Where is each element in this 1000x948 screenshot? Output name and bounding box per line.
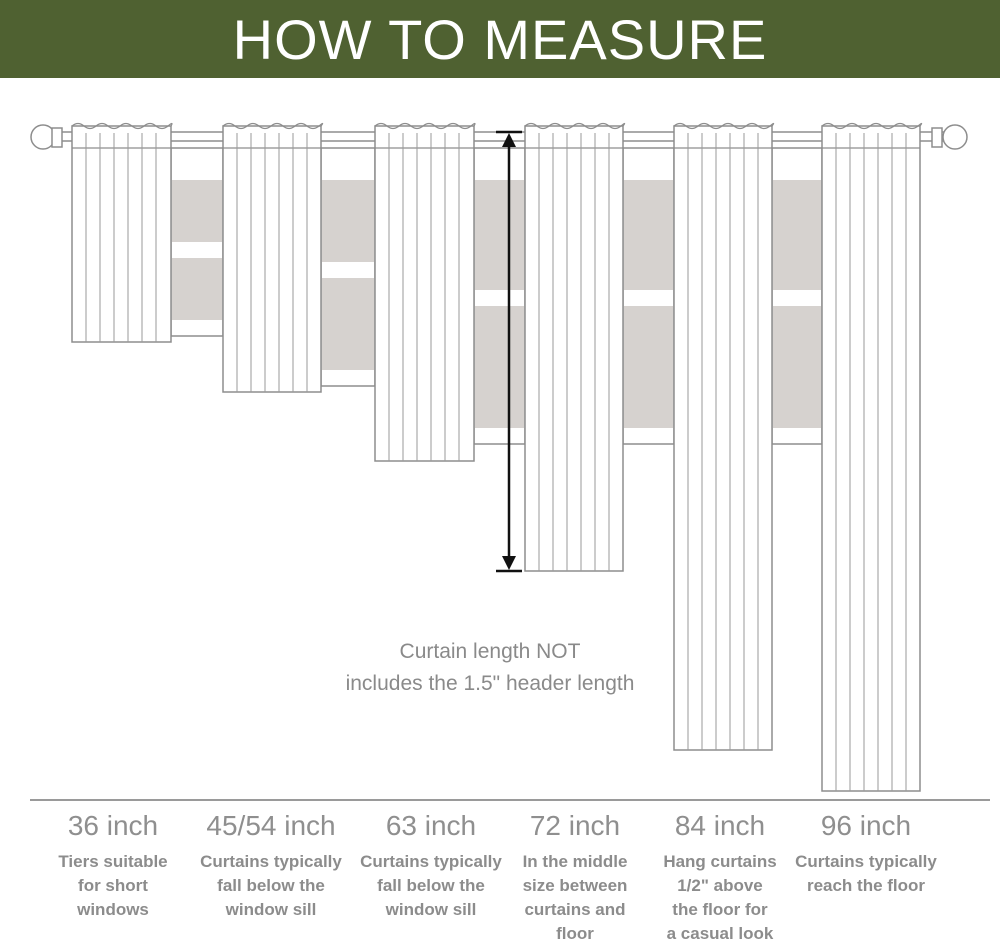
note-line-2: includes the 1.5" header length (345, 672, 635, 695)
desc-line: reach the floor (806, 876, 926, 895)
desc-line: window sill (385, 900, 477, 919)
desc-line: size between (522, 876, 628, 895)
size-column-45-54 (196, 808, 346, 922)
desc-line: Curtains typically (795, 852, 937, 871)
header-length-note (290, 636, 690, 700)
curtain-panel-36 (72, 124, 172, 343)
size-column-84 (645, 808, 795, 946)
desc-line: fall below the (217, 876, 325, 895)
desc-line: for short (78, 876, 148, 895)
curtain-panel-45-54 (223, 124, 323, 393)
desc-line: floor (556, 924, 594, 943)
size-label: 72 inch (529, 810, 621, 841)
desc-line: curtains and (524, 900, 626, 919)
window-2 (321, 148, 375, 386)
desc-line: fall below the (377, 876, 485, 895)
curtain-panel-96 (822, 124, 922, 792)
window-3 (474, 148, 525, 444)
window-1 (171, 148, 223, 336)
desc-line: the floor for (672, 900, 768, 919)
note-line-1: Curtain length NOT (399, 640, 581, 663)
size-label: 84 inch (674, 810, 766, 841)
desc-line: Curtains typically (360, 852, 502, 871)
size-label: 63 inch (385, 810, 477, 841)
size-label: 96 inch (820, 810, 912, 841)
window-4 (623, 148, 674, 444)
size-description (38, 850, 188, 922)
size-description (645, 850, 795, 946)
desc-line: Tiers suitable (58, 852, 168, 871)
size-column-36 (38, 808, 188, 922)
desc-line: 1/2" above (677, 876, 763, 895)
size-description (196, 850, 346, 922)
curtain-panel-72 (525, 124, 625, 572)
curtain-panel-63 (375, 124, 475, 462)
size-description (500, 850, 650, 946)
desc-line: a casual look (666, 924, 774, 943)
window-5 (772, 148, 822, 444)
floor-line (30, 799, 990, 801)
desc-line: window sill (225, 900, 317, 919)
page-title: HOW TO MEASURE (232, 7, 768, 71)
size-label: 36 inch (67, 810, 159, 841)
size-description (791, 850, 941, 898)
rod-finial-right (943, 125, 967, 149)
desc-line: Curtains typically (200, 852, 342, 871)
desc-line: Hang curtains (663, 852, 777, 871)
desc-line: In the middle (522, 852, 628, 871)
desc-line: windows (77, 900, 149, 919)
size-column-72 (500, 808, 650, 946)
size-description (356, 850, 506, 922)
size-column-63 (356, 808, 506, 922)
size-column-96 (791, 808, 941, 898)
size-label: 45/54 inch (206, 810, 336, 841)
